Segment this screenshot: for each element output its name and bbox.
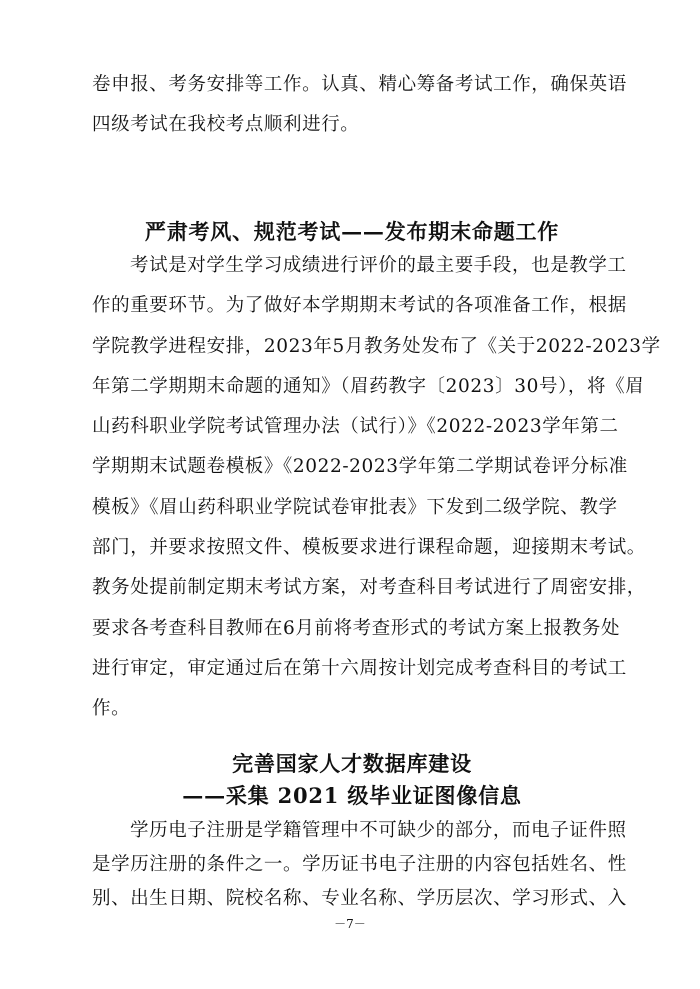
paragraph-line: 模板》《眉山药科职业学院试卷审批表》下发到二级学院、教学 (92, 497, 618, 518)
paragraph-line: 卷申报、考务安排等工作。认真、精心筹备考试工作，确保英语 (92, 74, 627, 95)
section-heading: 严肃考风、规范考试——发布期末命题工作 (144, 219, 560, 244)
paragraph-line: 学院教学进程安排，2023年5月教务处发布了《关于2022-2023学 (92, 336, 661, 357)
paragraph-line: 进行审定，审定通过后在第十六周按计划完成考查科目的考试工 (92, 658, 627, 679)
section-subheading: ——采集 2021 级毕业证图像信息 (182, 783, 522, 808)
paragraph-line: 考试是对学生学习成绩进行评价的最主要手段，也是教学工 (130, 255, 627, 276)
page-number: －7－ (334, 917, 366, 931)
paragraph-line: 山药科职业学院考试管理办法（试行）》《2022-2023学年第二 (92, 416, 619, 437)
paragraph-line: 要求各考查科目教师在6月前将考查形式的考试方案上报教务处 (92, 618, 621, 639)
paragraph-line: 年第二学期期末命题的通知》（眉药教字〔2023〕30号），将《眉 (92, 376, 645, 397)
paragraph-line: 教务处提前制定期末考试方案，对考查科目考试进行了周密安排， (92, 577, 646, 598)
paragraph-line: 四级考试在我校考点顺利进行。 (92, 114, 360, 135)
paragraph-line: 作的重要环节。为了做好本学期期末考试的各项准备工作，根据 (92, 295, 627, 316)
paragraph-line: 部门，并要求按照文件、模板要求进行课程命题，迎接期末考试。 (92, 537, 646, 558)
paragraph-line: 别、出生日期、院校名称、专业名称、学历层次、学习形式、入 (92, 888, 627, 909)
paragraph-line: 作。 (92, 698, 131, 719)
paragraph-line: 学期期末试题卷模板》《2022-2023学年第二学期试卷评分标准 (92, 456, 628, 477)
paragraph-line: 是学历注册的条件之一。学历证书电子注册的内容包括姓名、性 (92, 854, 627, 875)
section-heading: 完善国家人才数据库建设 (232, 751, 472, 776)
paragraph-line: 学历电子注册是学籍管理中不可缺少的部分，而电子证件照 (130, 820, 627, 841)
